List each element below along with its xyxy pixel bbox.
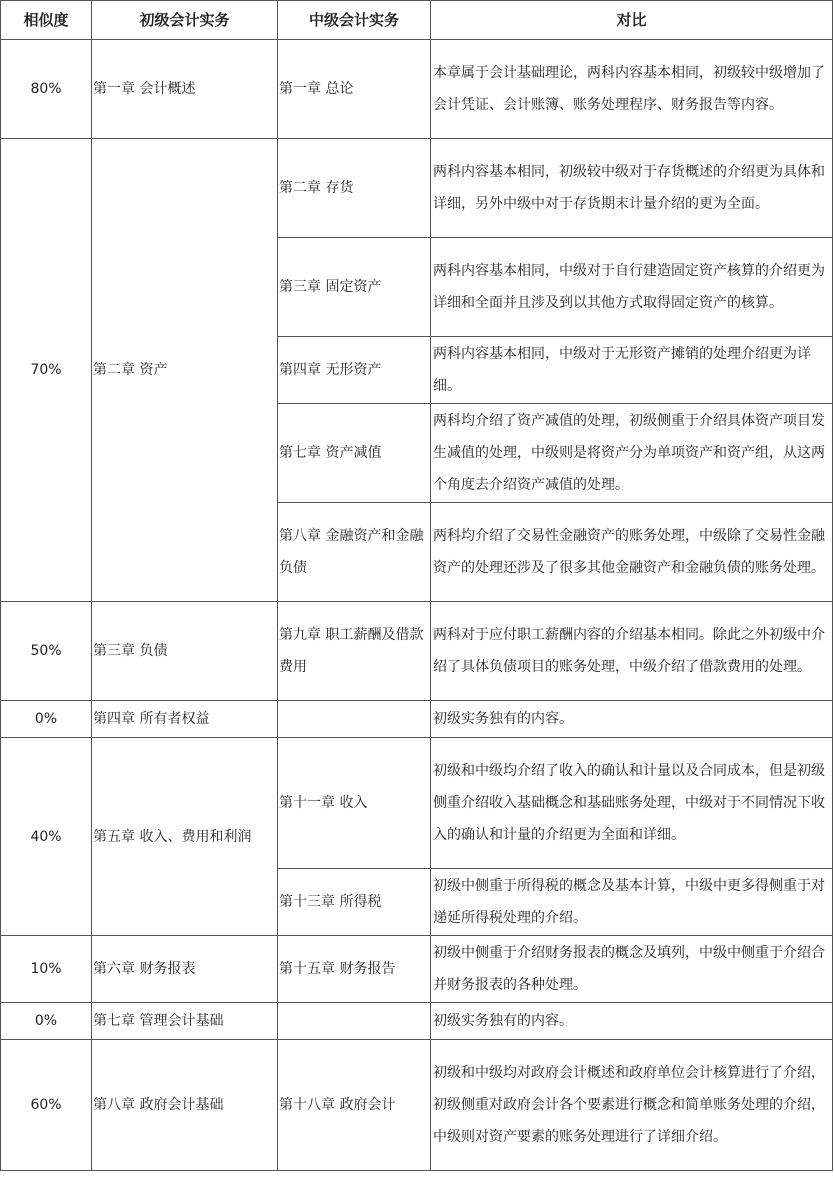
similarity-cell: 0% bbox=[1, 701, 92, 738]
intermediate-chapter-cell: 第十三章 所得税 bbox=[278, 869, 431, 936]
comparison-cell: 两科内容基本相同，中级对于自行建造固定资产核算的介绍更为详细和全面并且涉及到以其他方式取得固定资产的核算。 bbox=[431, 238, 833, 337]
comparison-cell: 两科均介绍了交易性金融资产的账务处理，中级除了交易性金融资产的处理还涉及了很多其他金融资产和金融负债的账务处理。 bbox=[431, 503, 833, 602]
primary-chapter-cell: 第二章 资产 bbox=[92, 139, 278, 602]
header-primary: 初级会计实务 bbox=[92, 1, 278, 40]
intermediate-chapter-cell: 第三章 固定资产 bbox=[278, 238, 431, 337]
similarity-cell: 60% bbox=[1, 1040, 92, 1171]
comparison-cell: 两科内容基本相同，中级对于无形资产摊销的处理介绍更为详细。 bbox=[431, 337, 833, 404]
intermediate-chapter-cell: 第十八章 政府会计 bbox=[278, 1040, 431, 1171]
comparison-cell: 初级和中级均对政府会计概述和政府单位会计核算进行了介绍，初级侧重对政府会计各个要素进行概念和简单账务处理的介绍，中级则对资产要素的账务处理进行了详细介绍。 bbox=[431, 1040, 833, 1171]
intermediate-chapter-cell: 第八章 金融资产和金融负债 bbox=[278, 503, 431, 602]
header-comparison: 对比 bbox=[431, 1, 833, 40]
primary-chapter-cell: 第六章 财务报表 bbox=[92, 936, 278, 1003]
similarity-cell: 80% bbox=[1, 40, 92, 139]
primary-chapter-cell: 第七章 管理会计基础 bbox=[92, 1003, 278, 1040]
primary-chapter-cell: 第五章 收入、费用和利润 bbox=[92, 738, 278, 936]
header-intermediate: 中级会计实务 bbox=[278, 1, 431, 40]
intermediate-chapter-cell: 第十一章 收入 bbox=[278, 738, 431, 869]
table-row bbox=[1, 738, 833, 869]
intermediate-chapter-cell bbox=[278, 701, 431, 738]
comparison-cell: 两科均介绍了资产减值的处理，初级侧重于介绍具体资产项目发生减值的处理，中级则是将资产分为单项资产和资产组，从这两个角度去介绍资产减值的处理。 bbox=[431, 404, 833, 503]
table-row bbox=[1, 701, 833, 738]
similarity-cell: 50% bbox=[1, 602, 92, 701]
intermediate-chapter-cell: 第十五章 财务报告 bbox=[278, 936, 431, 1003]
comparison-cell: 本章属于会计基础理论，两科内容基本相同，初级较中级增加了会计凭证、会计账簿、账务处理程序、财务报告等内容。 bbox=[431, 40, 833, 139]
table-row bbox=[1, 602, 833, 701]
similarity-cell: 70% bbox=[1, 139, 92, 602]
table-row bbox=[1, 40, 833, 139]
header-row bbox=[1, 1, 833, 40]
primary-chapter-cell: 第三章 负债 bbox=[92, 602, 278, 701]
intermediate-chapter-cell: 第一章 总论 bbox=[278, 40, 431, 139]
comparison-cell: 初级和中级均介绍了收入的确认和计量以及合同成本，但是初级侧重介绍收入基础概念和基础账务处理，中级对于不同情况下收入的确认和计量的介绍更为全面和详细。 bbox=[431, 738, 833, 869]
header-similarity: 相似度 bbox=[1, 1, 92, 40]
comparison-cell: 初级实务独有的内容。 bbox=[431, 1003, 833, 1040]
intermediate-chapter-cell: 第七章 资产减值 bbox=[278, 404, 431, 503]
comparison-cell: 初级中侧重于介绍财务报表的概念及填列，中级中侧重于介绍合并财务报表的各种处理。 bbox=[431, 936, 833, 1003]
intermediate-chapter-cell: 第四章 无形资产 bbox=[278, 337, 431, 404]
table-row bbox=[1, 139, 833, 238]
primary-chapter-cell: 第八章 政府会计基础 bbox=[92, 1040, 278, 1171]
comparison-cell: 初级中侧重于所得税的概念及基本计算，中级中更多得侧重于对递延所得税处理的介绍。 bbox=[431, 869, 833, 936]
intermediate-chapter-cell bbox=[278, 1003, 431, 1040]
comparison-cell: 两科内容基本相同，初级较中级对于存货概述的介绍更为具体和详细，另外中级中对于存货期末计量介绍的更为全面。 bbox=[431, 139, 833, 238]
intermediate-chapter-cell: 第九章 职工薪酬及借款费用 bbox=[278, 602, 431, 701]
comparison-cell: 两科对于应付职工薪酬内容的介绍基本相同。除此之外初级中介绍了具体负债项目的账务处理，中级介绍了借款费用的处理。 bbox=[431, 602, 833, 701]
intermediate-chapter-cell: 第二章 存货 bbox=[278, 139, 431, 238]
comparison-cell: 初级实务独有的内容。 bbox=[431, 701, 833, 738]
table-row bbox=[1, 1003, 833, 1040]
primary-chapter-cell: 第一章 会计概述 bbox=[92, 40, 278, 139]
similarity-cell: 0% bbox=[1, 1003, 92, 1040]
similarity-cell: 10% bbox=[1, 936, 92, 1003]
table-row bbox=[1, 1040, 833, 1171]
table-row bbox=[1, 936, 833, 1003]
similarity-cell: 40% bbox=[1, 738, 92, 936]
primary-chapter-cell: 第四章 所有者权益 bbox=[92, 701, 278, 738]
